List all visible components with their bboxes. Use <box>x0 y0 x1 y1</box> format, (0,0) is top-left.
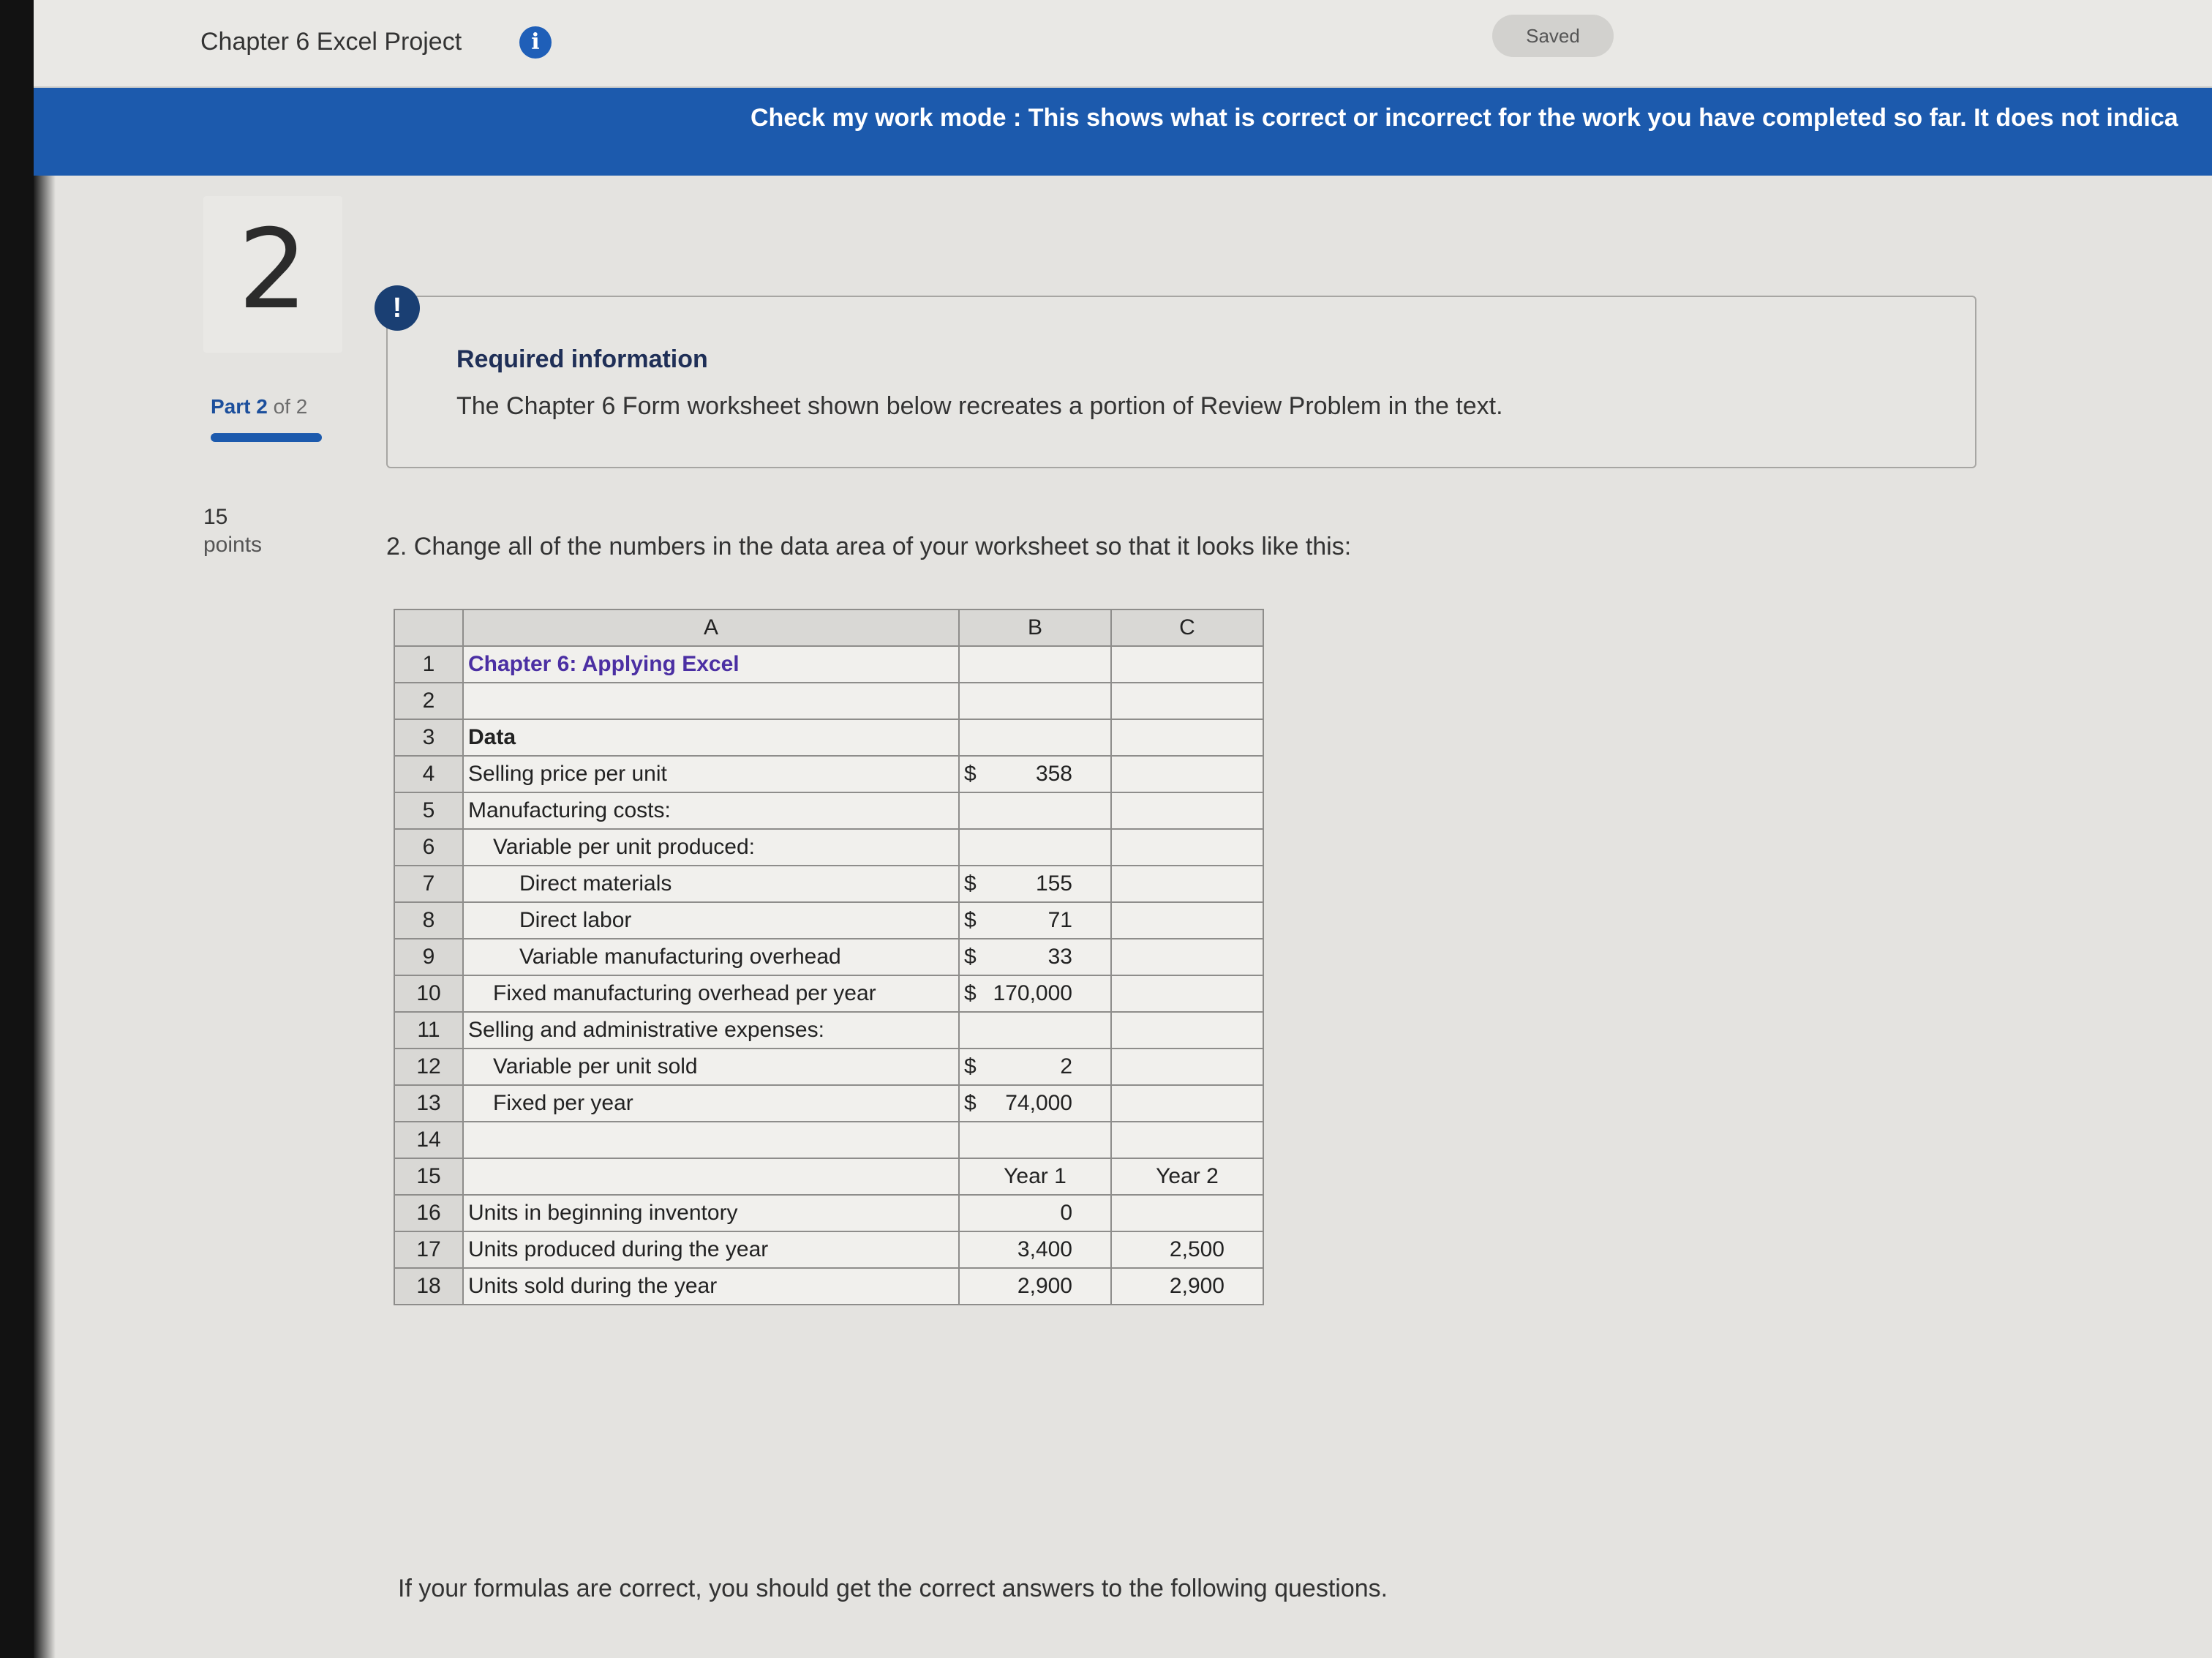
cell-a[interactable]: Selling and administrative expenses: <box>463 1012 959 1049</box>
required-info-title: Required information <box>456 345 708 373</box>
cell-c[interactable] <box>1111 683 1263 719</box>
table-row <box>394 1085 1263 1122</box>
table-row <box>394 792 1263 829</box>
check-my-work-banner <box>34 88 2212 176</box>
cell-c[interactable] <box>1111 719 1263 756</box>
cell-a[interactable] <box>463 683 959 719</box>
cell-a[interactable]: Units in beginning inventory <box>463 1195 959 1231</box>
cell-a[interactable]: Units produced during the year <box>463 1231 959 1268</box>
currency-symbol: $ <box>964 871 977 896</box>
monitor-bezel <box>0 0 34 1658</box>
corner-cell <box>394 609 463 646</box>
table-row <box>394 683 1263 719</box>
row-number: 2 <box>394 683 463 719</box>
table-row <box>394 719 1263 756</box>
table-row <box>394 866 1263 902</box>
column-header-a: A <box>463 609 959 646</box>
row-number: 14 <box>394 1122 463 1158</box>
info-icon[interactable]: i <box>519 26 552 59</box>
table-row <box>394 1158 1263 1195</box>
cell-a[interactable]: Variable per unit produced: <box>463 829 959 866</box>
currency-symbol: $ <box>964 1091 977 1115</box>
cell-b[interactable] <box>959 719 1111 756</box>
row-number: 15 <box>394 1158 463 1195</box>
column-header-b: B <box>959 609 1111 646</box>
row-number: 4 <box>394 756 463 792</box>
cell-a[interactable]: Direct materials <box>463 866 959 902</box>
row-number: 13 <box>394 1085 463 1122</box>
cell-a[interactable]: Chapter 6: Applying Excel <box>463 646 959 683</box>
table-row <box>394 1268 1263 1305</box>
row-number: 10 <box>394 975 463 1012</box>
cell-value: 2 <box>1060 1054 1072 1079</box>
row-number: 12 <box>394 1049 463 1085</box>
cell-b[interactable] <box>959 829 1111 866</box>
cell-b[interactable] <box>959 866 1111 902</box>
cell-c[interactable] <box>1111 1195 1263 1231</box>
cell-c[interactable] <box>1111 1085 1263 1122</box>
table-row <box>394 902 1263 939</box>
cell-c[interactable] <box>1111 939 1263 975</box>
points-value: 15 <box>203 505 228 529</box>
required-info-description: The Chapter 6 Form worksheet shown below recreates a portion of Review Problem in the text. <box>456 392 1503 420</box>
cell-b[interactable] <box>959 756 1111 792</box>
cell-a[interactable]: Direct labor <box>463 902 959 939</box>
column-header-c: C <box>1111 609 1263 646</box>
table-row <box>394 1195 1263 1231</box>
currency-symbol: $ <box>964 1054 977 1079</box>
cell-b[interactable] <box>959 1012 1111 1049</box>
currency-symbol: $ <box>964 762 977 786</box>
monitor-shadow <box>34 0 56 1658</box>
cell-a[interactable]: Variable manufacturing overhead <box>463 939 959 975</box>
row-number: 3 <box>394 719 463 756</box>
cell-c[interactable] <box>1111 902 1263 939</box>
part-indicator <box>211 395 307 419</box>
row-number: 8 <box>394 902 463 939</box>
row-number: 7 <box>394 866 463 902</box>
cell-c[interactable] <box>1111 1049 1263 1085</box>
part-progress-bar <box>211 433 322 442</box>
points-label: points <box>203 533 263 557</box>
part-total: of 2 <box>273 395 308 418</box>
cell-c[interactable] <box>1111 792 1263 829</box>
cell-c[interactable] <box>1111 866 1263 902</box>
currency-symbol: $ <box>964 945 977 969</box>
cell-value: 74,000 <box>1005 1091 1072 1115</box>
cell-b[interactable] <box>959 1049 1111 1085</box>
cell-c[interactable] <box>1111 646 1263 683</box>
row-number: 18 <box>394 1268 463 1305</box>
cell-b[interactable] <box>959 1122 1111 1158</box>
table-row <box>394 1122 1263 1158</box>
table-row <box>394 756 1263 792</box>
cell-value: 155 <box>1035 871 1072 896</box>
cell-b[interactable] <box>959 939 1111 975</box>
cell-a[interactable]: Units sold during the year <box>463 1268 959 1305</box>
cell-value: 170,000 <box>993 981 1072 1005</box>
row-number: 11 <box>394 1012 463 1049</box>
row-number: 5 <box>394 792 463 829</box>
cell-c[interactable]: 2,900 <box>1111 1268 1263 1305</box>
cell-value: 33 <box>1047 945 1072 969</box>
table-row <box>394 939 1263 975</box>
currency-symbol: $ <box>964 908 977 932</box>
cell-b[interactable] <box>959 975 1111 1012</box>
question-number-box <box>203 196 342 353</box>
table-row <box>394 829 1263 866</box>
cell-b[interactable] <box>959 1085 1111 1122</box>
part-current: 2 <box>256 395 268 418</box>
cell-a[interactable] <box>463 1158 959 1195</box>
worksheet-table <box>394 609 1264 1305</box>
cell-c[interactable] <box>1111 1122 1263 1158</box>
cell-b[interactable]: 0 <box>959 1195 1111 1231</box>
currency-symbol: $ <box>964 981 977 1005</box>
row-number: 9 <box>394 939 463 975</box>
cell-c[interactable]: Year 2 <box>1111 1158 1263 1195</box>
cell-value: 358 <box>1035 762 1072 786</box>
cell-a[interactable]: Selling price per unit <box>463 756 959 792</box>
cell-c[interactable] <box>1111 829 1263 866</box>
table-row <box>394 975 1263 1012</box>
cell-b[interactable]: Year 1 <box>959 1158 1111 1195</box>
cell-b[interactable] <box>959 902 1111 939</box>
cell-b[interactable] <box>959 792 1111 829</box>
row-number: 1 <box>394 646 463 683</box>
cell-c[interactable] <box>1111 756 1263 792</box>
question-number: 2 <box>238 206 308 334</box>
cell-c[interactable] <box>1111 975 1263 1012</box>
footer-note: If your formulas are correct, you should get the correct answers to the following questions. <box>398 1575 1388 1602</box>
cell-a[interactable]: Variable per unit sold <box>463 1049 959 1085</box>
cell-c[interactable] <box>1111 1012 1263 1049</box>
top-bar <box>34 0 2212 88</box>
saved-status-badge: Saved <box>1492 15 1614 57</box>
column-header-row <box>394 609 1263 646</box>
row-number: 17 <box>394 1231 463 1268</box>
assignment-title: Chapter 6 Excel Project <box>200 28 462 56</box>
cell-value: 71 <box>1047 908 1072 932</box>
row-number: 6 <box>394 829 463 866</box>
cell-c[interactable]: 2,500 <box>1111 1231 1263 1268</box>
part-word: Part <box>211 395 251 418</box>
exclamation-icon: ! <box>375 285 420 331</box>
table-row <box>394 646 1263 683</box>
table-row <box>394 1231 1263 1268</box>
banner-text: Check my work mode : This shows what is correct or incorrect for the work you have completed so far. It does not indica <box>750 104 2178 132</box>
cell-a[interactable]: Fixed manufacturing overhead per year <box>463 975 959 1012</box>
required-information-panel <box>386 296 1976 468</box>
table-row <box>394 1012 1263 1049</box>
cell-b[interactable]: 2,900 <box>959 1268 1111 1305</box>
cell-a[interactable]: Fixed per year <box>463 1085 959 1122</box>
table-row <box>394 1049 1263 1085</box>
cell-a[interactable]: Data <box>463 719 959 756</box>
cell-a[interactable] <box>463 1122 959 1158</box>
question-instruction: 2. Change all of the numbers in the data area of your worksheet so that it looks like this: <box>386 533 1352 560</box>
row-number: 16 <box>394 1195 463 1231</box>
cell-b[interactable]: 3,400 <box>959 1231 1111 1268</box>
cell-a[interactable]: Manufacturing costs: <box>463 792 959 829</box>
cell-b[interactable] <box>959 683 1111 719</box>
cell-b[interactable] <box>959 646 1111 683</box>
